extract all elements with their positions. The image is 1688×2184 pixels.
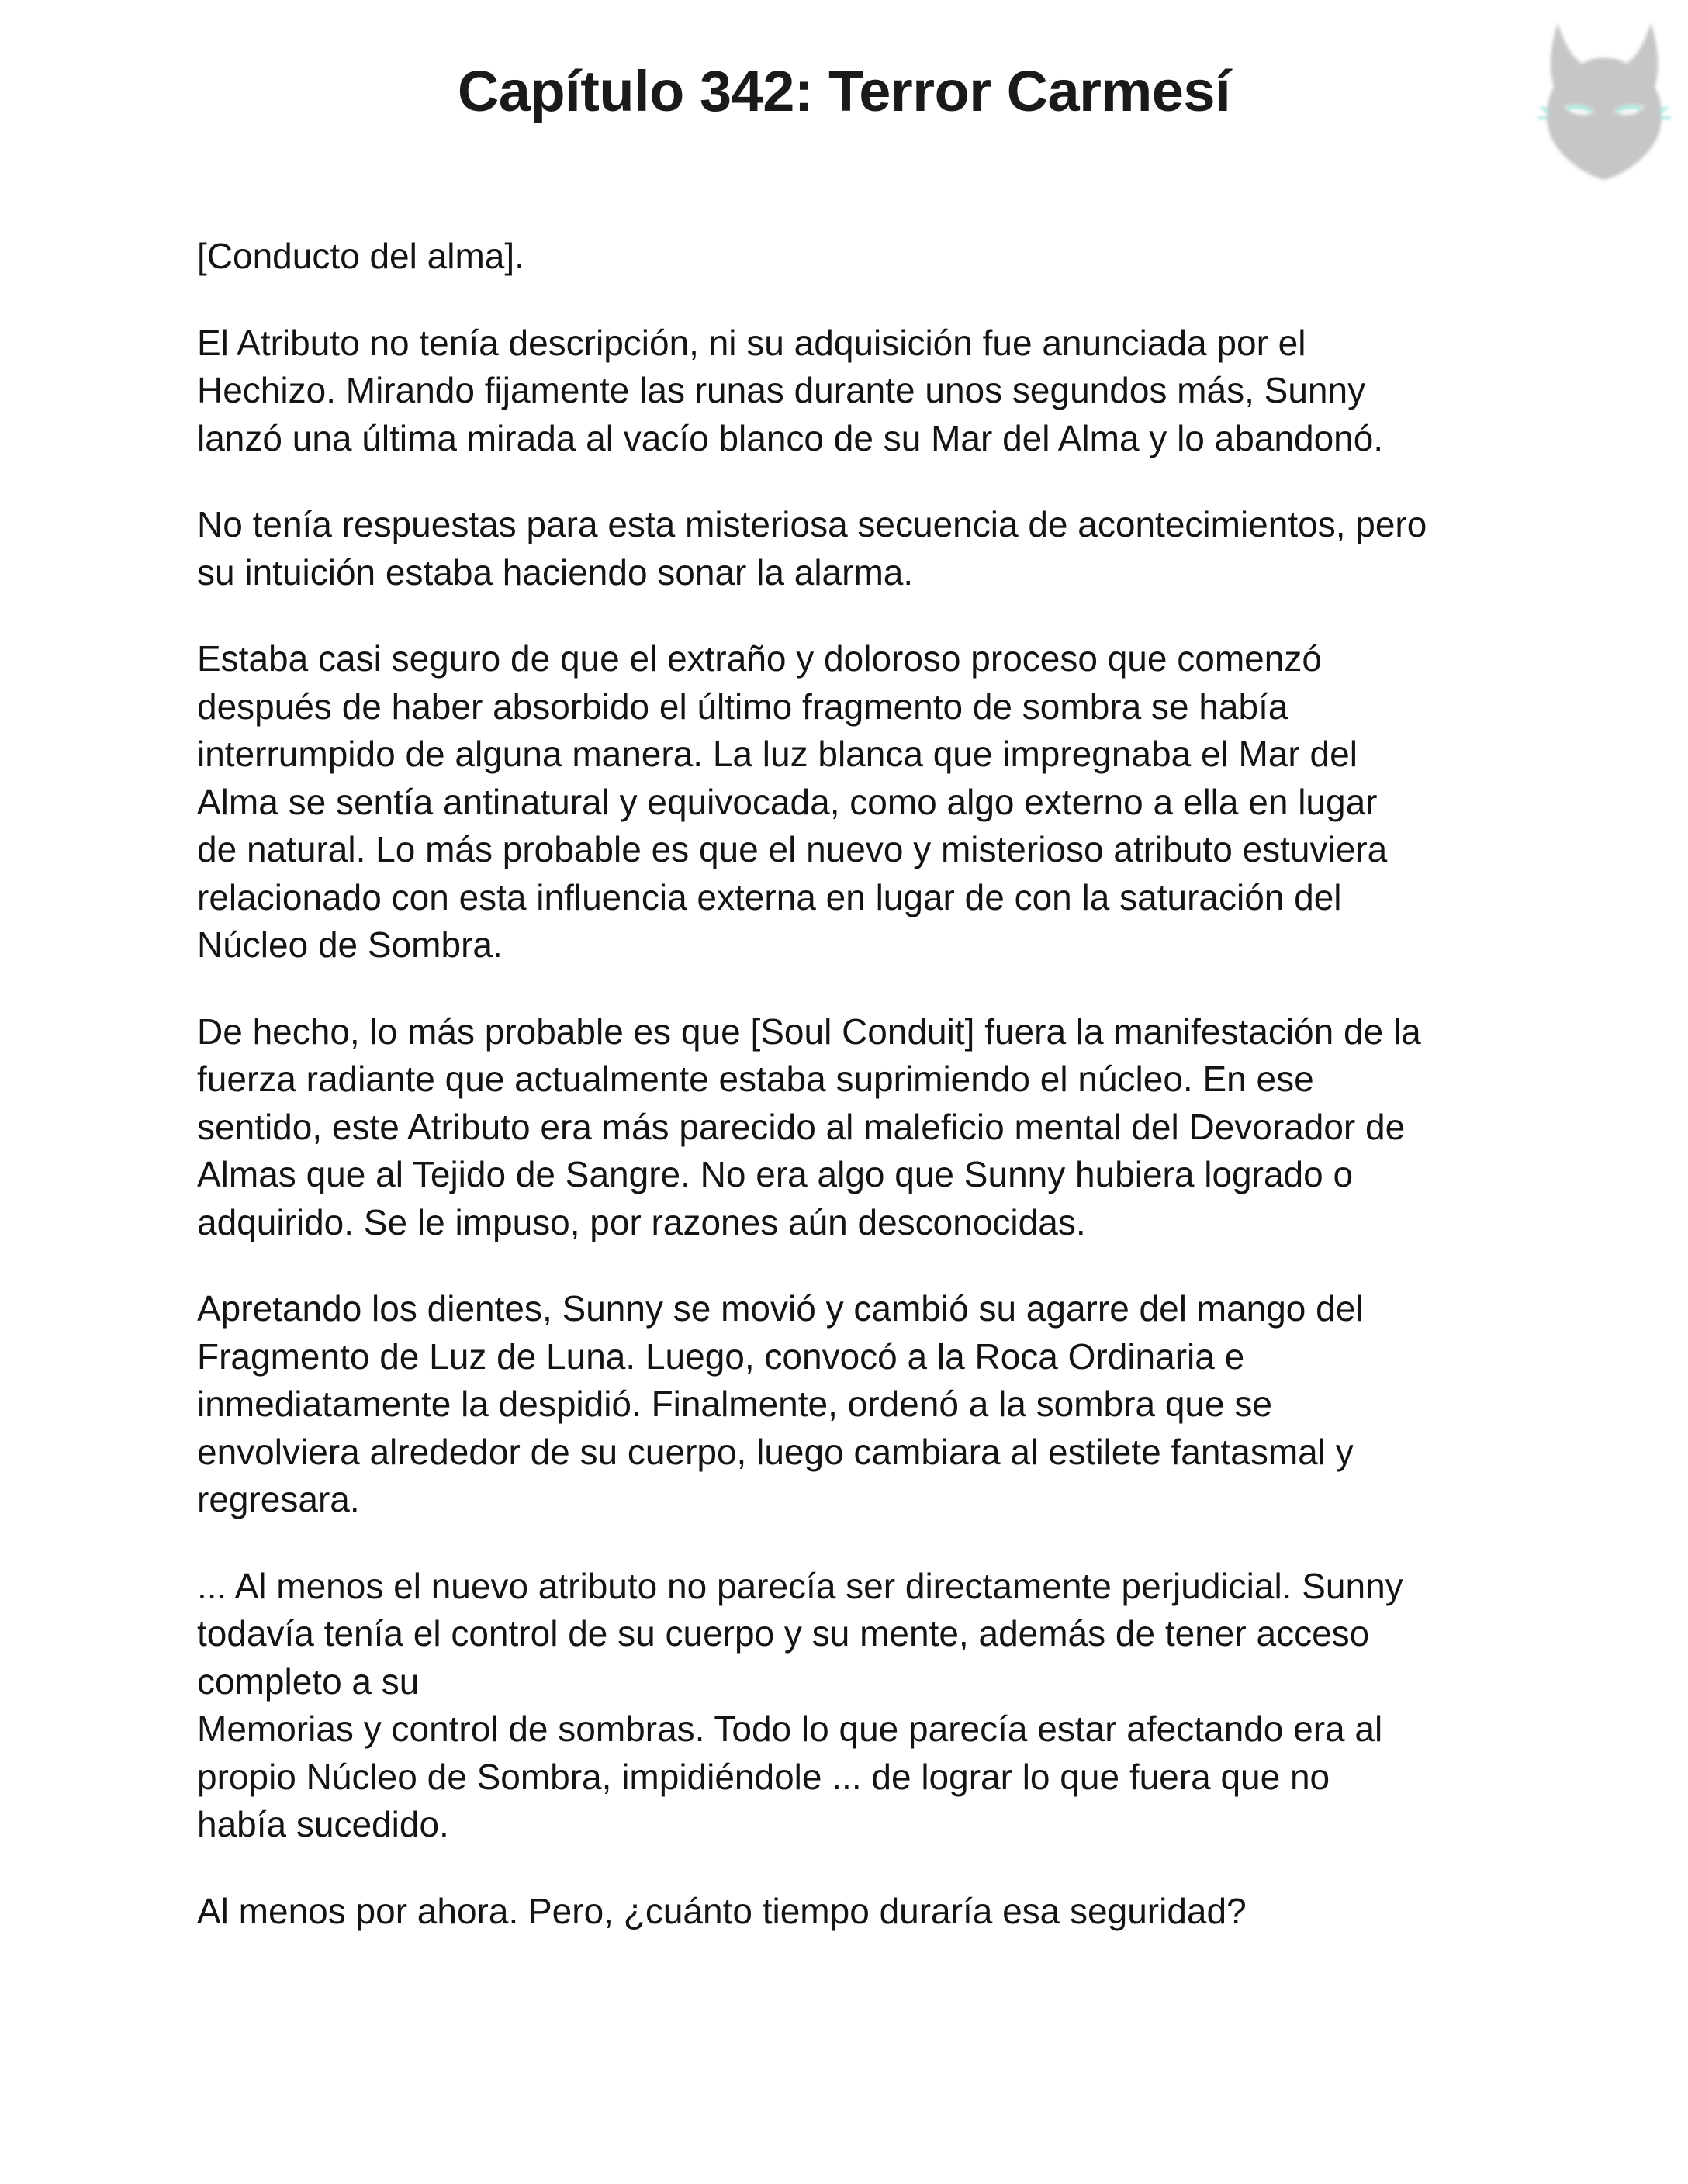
text-line: Núcleo de Sombra. [197, 924, 503, 965]
paragraph [197, 1008, 1500, 1247]
text-line: El Atributo no tenía descripción, ni su adquisición fue anunciada por el [197, 322, 1306, 363]
text-line: [Conducto del alma]. [197, 236, 524, 276]
text-line: después de haber absorbido el último fragmento de sombra se había [197, 686, 1288, 727]
text-line: de natural. Lo más probable es que el nuevo y misterioso atributo estuviera [197, 829, 1388, 869]
text-line: su intuición estaba haciendo sonar la alarma. [197, 551, 914, 593]
text-line: Apretando los dientes, Sunny se movió y cambió su agarre del mango del [197, 1288, 1364, 1329]
paragraph [197, 1563, 1500, 1849]
text-line: inmediatamente la despidió. Finalmente, ordenó a la sombra que se [197, 1384, 1272, 1424]
text-line: Fragmento de Luz de Luna. Luego, convocó a la Roca Ordinaria e [197, 1336, 1245, 1377]
paragraph [197, 635, 1500, 969]
text-line: todavía tenía el control de su cuerpo y su mente, además de tener acceso [197, 1613, 1370, 1654]
chapter-body [197, 233, 1500, 1974]
text-line: regresara. [197, 1479, 360, 1519]
text-line: relacionado con esta influencia externa en lugar de con la saturación del [197, 876, 1342, 917]
text-line: había sucedido. [197, 1804, 449, 1844]
text-line: adquirido. Se le impuso, por razones aún desconocidas. [197, 1201, 1086, 1242]
text-line: interrumpido de alguna manera. La luz blanca que impregnaba el Mar del [197, 734, 1358, 774]
paragraph [197, 1285, 1500, 1524]
demon-head-logo-icon [1527, 16, 1682, 186]
text-line: lanzó una última mirada al vacío blanco de su Mar del Alma y lo abandonó. [197, 417, 1384, 458]
text-line: No tenía respuestas para esta misteriosa secuencia de acontecimientos, pero [197, 504, 1427, 544]
text-line: Al menos por ahora. Pero, ¿cuánto tiempo duraría esa seguridad? [197, 1890, 1247, 1931]
paragraph [197, 501, 1500, 596]
text-line: Memorias y control de sombras. Todo lo que parecía estar afectando era al [197, 1709, 1383, 1749]
paragraph [197, 1888, 1500, 1936]
text-line: De hecho, lo más probable es que [Soul Conduit] fuera la manifestación de la [197, 1011, 1421, 1052]
chapter-title: Capítulo 342: Terror Carmesí [457, 59, 1231, 123]
text-line: sentido, este Atributo era más parecido al maleficio mental del Devorador de [197, 1106, 1406, 1147]
text-line: ... Al menos el nuevo atributo no parecía ser directamente perjudicial. Sunny [197, 1565, 1403, 1606]
text-line: Almas que al Tejido de Sangre. No era algo que Sunny hubiera logrado o [197, 1154, 1354, 1194]
text-line: fuerza radiante que actualmente estaba suprimiendo el núcleo. En ese [197, 1059, 1314, 1099]
text-line: Estaba casi seguro de que el extraño y doloroso proceso que comenzó [197, 638, 1322, 679]
text-line: completo a su [197, 1660, 420, 1702]
text-line: envolviera alrededor de su cuerpo, luego cambiara al estilete fantasmal y [197, 1431, 1354, 1472]
text-line: Hechizo. Mirando fijamente las runas durante unos segundos más, Sunny [197, 370, 1366, 410]
text-line: Alma se sentía antinatural y equivocada, como algo externo a ella en lugar [197, 781, 1378, 822]
paragraph [197, 320, 1500, 463]
text-line: propio Núcleo de Sombra, impidiéndole ... de lograr lo que fuera que no [197, 1756, 1330, 1797]
paragraph [197, 233, 1500, 281]
